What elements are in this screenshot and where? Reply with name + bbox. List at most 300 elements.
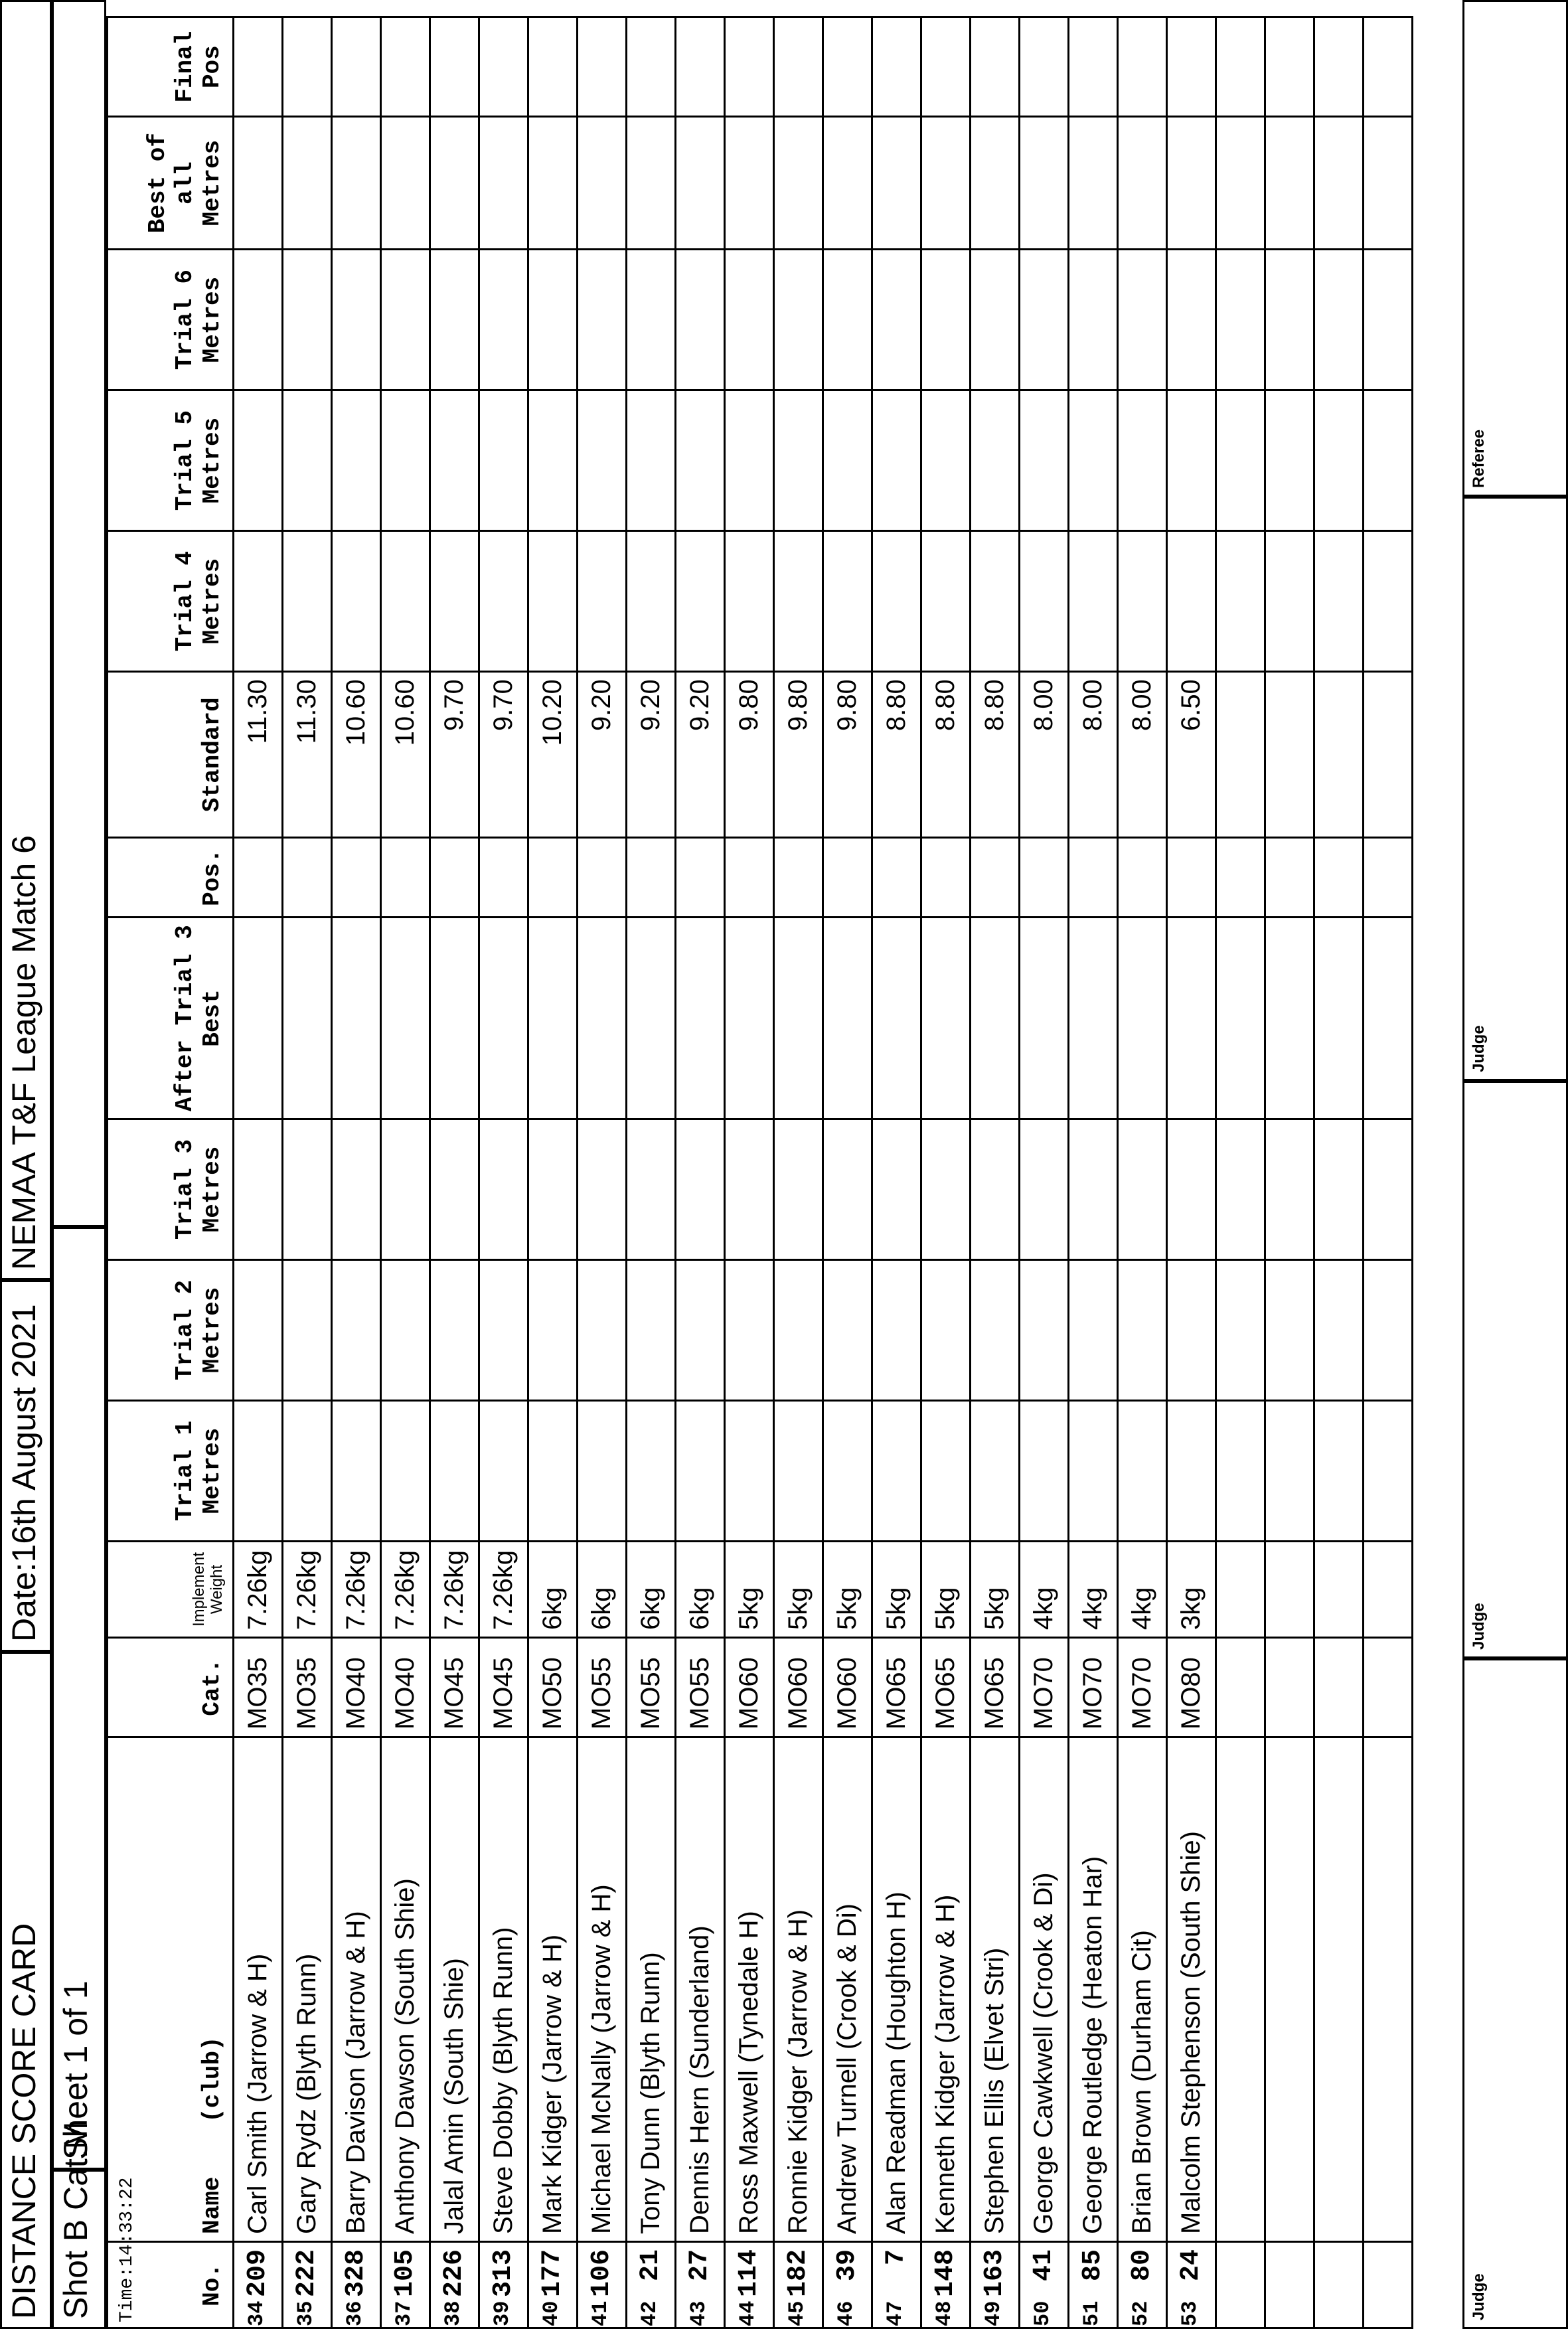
trial5-cell [1314,390,1364,531]
best-of-all-cell[interactable] [1069,117,1118,250]
trial1-cell[interactable] [627,1401,676,1542]
table-row [774,17,823,2328]
trial2-cell[interactable] [479,1260,528,1401]
trial4-cell[interactable] [1167,531,1216,672]
col-name [108,1737,234,2242]
after-best-cell[interactable] [479,918,528,1119]
trial5-cell[interactable] [332,390,381,531]
final-pos-cell[interactable] [1020,17,1069,117]
trial1-cell [1364,1401,1413,1542]
trial4-cell[interactable] [1020,531,1069,672]
trial4-cell[interactable] [872,531,921,672]
table-row [1216,17,1265,2328]
table-row [1314,17,1364,2328]
athlete-number: 182 [774,2242,823,2328]
best-of-all-cell[interactable] [921,117,971,250]
implement-weight: 7.26kg [381,1542,430,1638]
trial4-label: Trial 4 [171,551,198,652]
after-pos-cell[interactable] [823,838,872,918]
trial6-cell[interactable] [774,250,823,390]
trial5-cell[interactable] [971,390,1020,531]
final-pos-cell[interactable] [823,17,872,117]
after-best-cell[interactable] [971,918,1020,1119]
final-pos-cell[interactable] [283,17,332,117]
trial5-cell[interactable] [676,390,725,531]
trial4-cell[interactable] [578,531,627,672]
trial1-cell[interactable] [381,1401,430,1542]
category: MO80 [1167,1638,1216,1737]
standard-value: 8.80 [921,672,971,838]
trial3-cell[interactable] [528,1119,578,1260]
implement-weight: 5kg [971,1542,1020,1638]
athlete-name: Tony Dunn (Blyth Runn) [627,1737,676,2242]
trial6-cell[interactable] [725,250,774,390]
after-pos-cell[interactable] [971,838,1020,918]
trial2-cell[interactable] [872,1260,921,1401]
athlete-name: Steve Dobby (Blyth Runn) [479,1737,528,2242]
trial6-cell[interactable] [971,250,1020,390]
best-of-all-cell[interactable] [234,117,283,250]
trial6-cell[interactable] [578,250,627,390]
standard-value [1216,672,1265,838]
trial1-cell [1314,1401,1364,1542]
trial3-cell[interactable] [381,1119,430,1260]
trial4-cell[interactable] [234,531,283,672]
after-pos-cell[interactable] [725,838,774,918]
trial3-cell[interactable] [627,1119,676,1260]
table-row [676,17,725,2328]
table-row [332,17,381,2328]
after-pos-cell[interactable] [1167,838,1216,918]
trial5-cell[interactable] [872,390,921,531]
best-of-all-cell[interactable] [332,117,381,250]
final-pos-cell[interactable] [332,17,381,117]
trial5-cell[interactable] [1167,390,1216,531]
trial2-cell[interactable] [823,1260,872,1401]
judge-signature-1[interactable] [1462,1658,1568,2329]
after-pos-cell[interactable] [578,838,627,918]
implement-weight: 4kg [1118,1542,1167,1638]
trial1-cell[interactable] [578,1401,627,1542]
trial3-cell[interactable] [676,1119,725,1260]
best-of-all-cell[interactable] [725,117,774,250]
trial6-cell[interactable] [627,250,676,390]
table-row [627,17,676,2328]
trial3-cell[interactable] [332,1119,381,1260]
table-row [578,17,627,2328]
final-pos-cell[interactable] [971,17,1020,117]
trial4-cell[interactable] [725,531,774,672]
trial3-cell[interactable] [1020,1119,1069,1260]
best-of-all-cell[interactable] [1118,117,1167,250]
trial3-cell[interactable] [921,1119,971,1260]
trial5-cell[interactable] [1069,390,1118,531]
category: MO40 [381,1638,430,1737]
trial5-cell[interactable] [725,390,774,531]
after-pos-cell[interactable] [332,838,381,918]
row-index: 34 [244,2300,269,2326]
trial3-cell[interactable] [1118,1119,1167,1260]
standard-value: 9.20 [676,672,725,838]
best-of-all-cell[interactable] [1167,117,1216,250]
trial5-cell[interactable] [479,390,528,531]
category: MO40 [332,1638,381,1737]
athlete-name: George Cawkwell (Crook & Di) [1020,1737,1069,2242]
athlete-name: George Routledge (Heaton Har) [1069,1737,1118,2242]
trial5-cell[interactable] [774,390,823,531]
after-pos-cell[interactable] [234,838,283,918]
after-pos-cell[interactable] [676,838,725,918]
trial5-cell[interactable] [627,390,676,531]
judge-label-2: Judge [1470,1603,1488,1650]
implement-weight: 7.26kg [283,1542,332,1638]
table-row [1069,17,1118,2328]
final-pos-cell[interactable] [528,17,578,117]
athlete-name: Kenneth Kidger (Jarrow & H) [921,1737,971,2242]
trial6-cell [1314,250,1364,390]
best-of-all-cell[interactable] [774,117,823,250]
trial1-cell[interactable] [234,1401,283,1542]
judge-signature-3[interactable] [1462,497,1568,1081]
table-row [381,17,430,2328]
after-best-cell[interactable] [1069,918,1118,1119]
trial3-cell[interactable] [1069,1119,1118,1260]
category: MO60 [823,1638,872,1737]
final-pos-cell[interactable] [578,17,627,117]
trial2-cell[interactable] [971,1260,1020,1401]
final-pos-cell[interactable] [921,17,971,117]
final-pos-cell[interactable] [1118,17,1167,117]
athlete-name: Michael McNally (Jarrow & H) [578,1737,627,2242]
standard-value: 9.80 [725,672,774,838]
trial5-cell[interactable] [381,390,430,531]
final-pos-cell[interactable] [381,17,430,117]
trial4-cell [1216,531,1265,672]
athlete-number: 105 [381,2242,430,2328]
trial2-cell[interactable] [725,1260,774,1401]
trial2-cell[interactable] [921,1260,971,1401]
athlete-number: 163 [971,2242,1020,2328]
trial2-cell[interactable] [1069,1260,1118,1401]
trial6-cell[interactable] [1020,250,1069,390]
trial4-cell[interactable] [971,531,1020,672]
table-row [234,17,283,2328]
trial1-cell[interactable] [971,1401,1020,1542]
trial4-cell[interactable] [676,531,725,672]
trial3-cell[interactable] [971,1119,1020,1260]
col-trial3 [108,1119,234,1260]
trial5-cell[interactable] [921,390,971,531]
final-pos-cell[interactable] [1167,17,1216,117]
after-pos-cell[interactable] [774,838,823,918]
after-pos-cell[interactable] [872,838,921,918]
trial1-cell[interactable] [479,1401,528,1542]
judge-signature-2[interactable] [1462,1081,1568,1658]
trial2-cell[interactable] [528,1260,578,1401]
after-best-cell[interactable] [872,918,921,1119]
after-pos-cell[interactable] [430,838,479,918]
trial6-cell[interactable] [1167,250,1216,390]
category: MO65 [971,1638,1020,1737]
trial5-cell[interactable] [823,390,872,531]
standard-value: 9.70 [430,672,479,838]
trial3-cell[interactable] [725,1119,774,1260]
final-pos-cell[interactable] [479,17,528,117]
after-best-cell[interactable] [234,918,283,1119]
after-best-cell[interactable] [774,918,823,1119]
after-best-cell[interactable] [1118,918,1167,1119]
best-of-all-cell[interactable] [381,117,430,250]
trial6-cell[interactable] [921,250,971,390]
trial3-cell[interactable] [872,1119,921,1260]
trial6-cell[interactable] [676,250,725,390]
athlete-name [1265,1737,1314,2242]
final-pos-cell[interactable] [234,17,283,117]
category: MO65 [872,1638,921,1737]
table-row [1167,17,1216,2328]
trial4-cell[interactable] [479,531,528,672]
final-pos-cell[interactable] [430,17,479,117]
athlete-name: Alan Readman (Houghton H) [872,1737,921,2242]
trial2-label: Trial 2 [171,1279,198,1381]
trial2-cell[interactable] [234,1260,283,1401]
final-pos-cell [1364,17,1413,117]
after-best-cell[interactable] [676,918,725,1119]
trial3-cell[interactable] [823,1119,872,1260]
table-row [921,17,971,2328]
trial2-cell[interactable] [1167,1260,1216,1401]
trial4-cell[interactable] [627,531,676,672]
trial1-cell[interactable] [430,1401,479,1542]
table-row [1118,17,1167,2328]
trial3-cell[interactable] [430,1119,479,1260]
trial1-cell[interactable] [872,1401,921,1542]
trial2-cell[interactable] [430,1260,479,1401]
after-pos-cell[interactable] [283,838,332,918]
trial6-cell[interactable] [430,250,479,390]
trial1-unit: Metres [198,1427,226,1514]
trial1-cell[interactable] [1020,1401,1069,1542]
trial6-cell[interactable] [528,250,578,390]
athlete-name: Ronnie Kidger (Jarrow & H) [774,1737,823,2242]
after-best-cell[interactable] [725,918,774,1119]
trial2-cell[interactable] [627,1260,676,1401]
trial2-cell[interactable] [332,1260,381,1401]
trial1-cell[interactable] [725,1401,774,1542]
trial6-cell[interactable] [1118,250,1167,390]
trial4-cell[interactable] [528,531,578,672]
trial4-cell[interactable] [774,531,823,672]
trial2-cell[interactable] [774,1260,823,1401]
trial5-cell[interactable] [430,390,479,531]
trial1-cell[interactable] [283,1401,332,1542]
athlete-number: 85 [1069,2242,1118,2328]
after-best-cell[interactable] [578,918,627,1119]
final-pos-cell[interactable] [627,17,676,117]
trial1-cell[interactable] [823,1401,872,1542]
final-pos-cell[interactable] [872,17,921,117]
after-pos-cell[interactable] [921,838,971,918]
trial5-cell[interactable] [283,390,332,531]
trial1-cell[interactable] [332,1401,381,1542]
col-impl [108,1542,234,1638]
after-pos-cell[interactable] [1118,838,1167,918]
trial5-cell[interactable] [234,390,283,531]
trial6-cell[interactable] [823,250,872,390]
trial2-cell[interactable] [578,1260,627,1401]
trial6-cell[interactable] [283,250,332,390]
date: Date:16th August 2021 [0,1280,52,1652]
after-best-cell[interactable] [332,918,381,1119]
best-of-all-cell[interactable] [676,117,725,250]
trial4-cell[interactable] [283,531,332,672]
after-pos-cell[interactable] [528,838,578,918]
after-pos-cell[interactable] [479,838,528,918]
trial5-cell[interactable] [1118,390,1167,531]
after-pos-cell[interactable] [381,838,430,918]
category: MO60 [774,1638,823,1737]
category: MO70 [1020,1638,1069,1737]
athlete-number [1314,2242,1364,2328]
final-pos-cell [1314,17,1364,117]
athlete-number: 21 [627,2242,676,2328]
col-best-of-all [108,117,234,250]
implement-weight: 6kg [528,1542,578,1638]
best-of-all-cell[interactable] [971,117,1020,250]
final-pos-cell[interactable] [1069,17,1118,117]
athlete-name: Ross Maxwell (Tynedale H) [725,1737,774,2242]
trial1-cell[interactable] [1069,1401,1118,1542]
trial3-cell[interactable] [283,1119,332,1260]
trial4-cell[interactable] [430,531,479,672]
after-best-cell[interactable] [823,918,872,1119]
trial4-cell[interactable] [381,531,430,672]
best-of-all-cell[interactable] [528,117,578,250]
after-pos-cell[interactable] [627,838,676,918]
best-of-all-cell[interactable] [479,117,528,250]
referee-label: Referee [1470,429,1488,488]
trial5-cell[interactable] [578,390,627,531]
trial6-cell [1216,250,1265,390]
trial3-cell[interactable] [234,1119,283,1260]
implement-weight: 6kg [578,1542,627,1638]
trial5-cell[interactable] [1020,390,1069,531]
trial6-cell[interactable] [872,250,921,390]
final-pos-cell[interactable] [676,17,725,117]
after-best-cell[interactable] [430,918,479,1119]
trial6-cell[interactable] [332,250,381,390]
trial4-cell[interactable] [332,531,381,672]
trial1-cell[interactable] [1167,1401,1216,1542]
trial4-cell[interactable] [1118,531,1167,672]
implement-weight: 5kg [774,1542,823,1638]
trial2-cell [1314,1260,1364,1401]
after-best-cell[interactable] [381,918,430,1119]
trial5-cell [1265,390,1314,531]
trial1-cell[interactable] [774,1401,823,1542]
category [1265,1638,1314,1737]
trial6-cell[interactable] [234,250,283,390]
trial3-cell[interactable] [774,1119,823,1260]
trial4-cell[interactable] [1069,531,1118,672]
best-of-all-cell[interactable] [872,117,921,250]
athlete-name: Stephen Ellis (Elvet Stri) [971,1737,1020,2242]
after-trial3-label: After Trial 3 [171,925,198,1111]
implement-weight: 5kg [823,1542,872,1638]
best-of-all-cell[interactable] [1020,117,1069,250]
trial6-cell[interactable] [1069,250,1118,390]
best-of-all-cell[interactable] [283,117,332,250]
best-of-all-cell[interactable] [627,117,676,250]
row-index: 49 [981,2300,1006,2326]
category: MO70 [1118,1638,1167,1737]
after-pos-cell [1364,838,1413,918]
after-best-cell[interactable] [283,918,332,1119]
trial1-cell [1265,1401,1314,1542]
trial3-cell[interactable] [578,1119,627,1260]
best-of-all-cell[interactable] [823,117,872,250]
trial6-cell[interactable] [479,250,528,390]
standard-value: 8.80 [872,672,921,838]
trial4-cell[interactable] [921,531,971,672]
after-best-cell[interactable] [1167,918,1216,1119]
trial2-cell[interactable] [1020,1260,1069,1401]
trial6-cell[interactable] [381,250,430,390]
best-of-all-cell[interactable] [578,117,627,250]
implement-weight [1216,1542,1265,1638]
trial5-cell[interactable] [528,390,578,531]
athlete-name: Andrew Turnell (Crook & Di) [823,1737,872,2242]
after-pos-cell[interactable] [1069,838,1118,918]
trial2-cell [1265,1260,1314,1401]
after-best-cell[interactable] [627,918,676,1119]
final-pos-cell[interactable] [725,17,774,117]
trial3-cell[interactable] [1167,1119,1216,1260]
after-pos-cell[interactable] [1020,838,1069,918]
trial4-cell[interactable] [823,531,872,672]
trial2-cell[interactable] [676,1260,725,1401]
implement-weight: 7.26kg [332,1542,381,1638]
best-of-all-cell[interactable] [430,117,479,250]
trial1-cell[interactable] [528,1401,578,1542]
trial2-cell[interactable] [283,1260,332,1401]
final-pos-cell[interactable] [774,17,823,117]
after-pos-cell [1265,838,1314,918]
athlete-number [1265,2242,1314,2328]
trial3-cell [1364,1119,1413,1260]
athlete-name: Gary Rydz (Blyth Runn) [283,1737,332,2242]
implement-weight [1265,1542,1314,1638]
trial2-cell[interactable] [381,1260,430,1401]
trial1-cell[interactable] [676,1401,725,1542]
referee-signature[interactable] [1462,0,1568,497]
trial2-cell [1216,1260,1265,1401]
after-best-cell[interactable] [528,918,578,1119]
trial6-cell [1265,250,1314,390]
final-pos-cell [1265,17,1314,117]
trial1-cell[interactable] [1118,1401,1167,1542]
trial3-cell[interactable] [479,1119,528,1260]
table-row [1364,17,1413,2328]
athlete-number: 177 [528,2242,578,2328]
after-best-cell[interactable] [1020,918,1069,1119]
best-of-all-cell [1314,117,1364,250]
after-best-cell[interactable] [921,918,971,1119]
trial2-cell[interactable] [1118,1260,1167,1401]
trial1-cell[interactable] [921,1401,971,1542]
after-best-cell [1364,918,1413,1119]
category: MO55 [578,1638,627,1737]
